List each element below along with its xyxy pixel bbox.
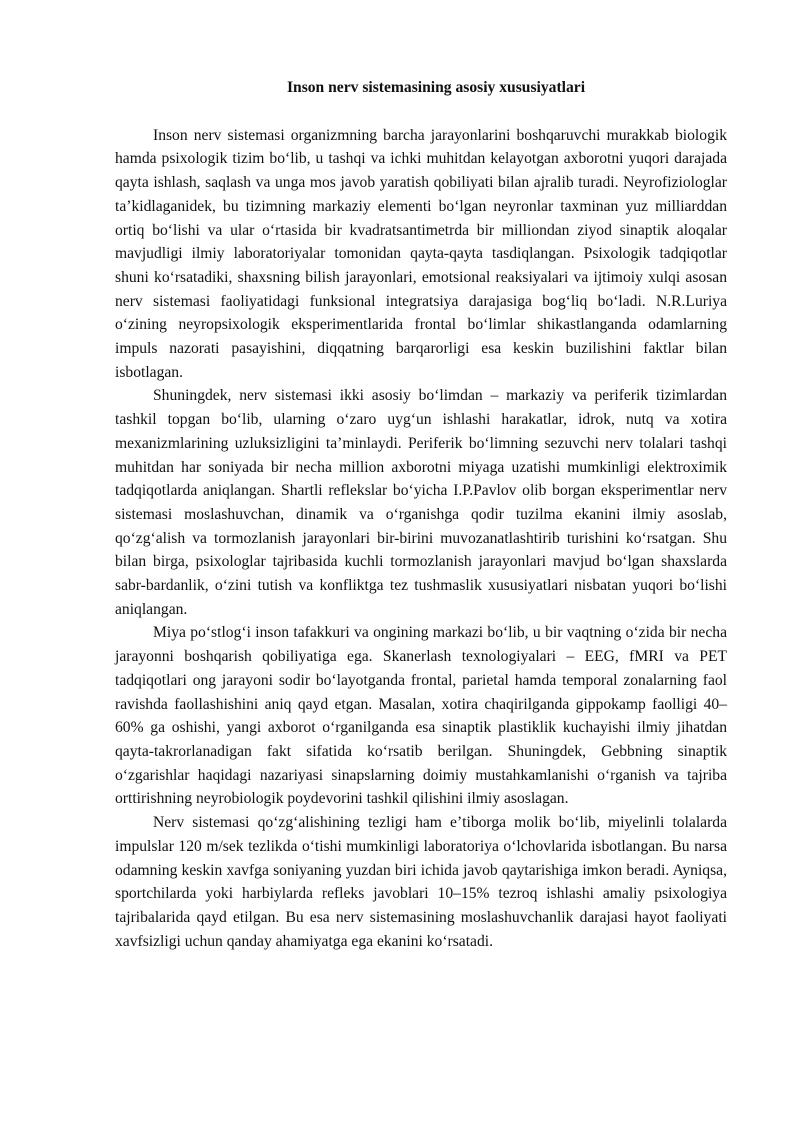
paragraph-4: Nerv sistemasi qoʻzgʻalishining tezligi ham eʼtiborga molik boʻlib, miyelinli tolalarda impulslar 120 m/sek tezlikda oʻtishi mumkinligi laboratoriya oʻlchovlarida isbotlangan. Bu narsa odamning keskin xavfga soniyaning yuzdan biri ichida javob qaytarishiga imkon beradi. Ayniqsa, sportchilarda yoki harbiylarda refleks javoblari 10–15% tezroq ishlashi amaliy psixologiya tajribalarida qayd etilgan. Bu esa nerv sistemasining moslashuvchanlik darajasi hayot faoliyati xavfsizligi uchun qanday ahamiyatga ega ekanini koʻrsatadi. — [115, 814, 727, 950]
document-title: Inson nerv sistemasining asosiy xususiyatlari — [286, 79, 586, 96]
document-page — [115, 76, 727, 953]
paragraph-2: Shuningdek, nerv sistemasi ikki asosiy boʻlimdan – markaziy va periferik tizimlardan tashkil topgan boʻlib, ularning oʻzaro uygʻun ishlashi harakatlar, idrok, nutq va xotira mexanizmlarining uzluksizligini taʼminlaydi. Periferik boʻlimning sezuvchi nerv tolalari tashqi muhitdan har soniyada bir necha million axborotni miyaga uzatishi mumkinligi elektroximik tadqiqotlarda aniqlangan. Shartli reflekslar boʻyicha I.P.Pavlov olib borgan eksperimentlar nerv sistemasi moslashuvchan, dinamik va oʻrganishga qodir tuzilma ekanini ilmiy asoslab, qoʻzgʻalish va tormozlanish jarayonlari bir-birini muvozanatlashtirib turishini koʻrsatgan. Shu bilan birga, psixologlar tajribasida kuchli tormozlanish jarayonlari mavjud boʻlgan shaxslarda sabr-bardanlik, oʻzini tutish va konfliktga tez tushmaslik xususiyatlari nisbatan yuqori boʻlishi aniqlangan. — [115, 387, 727, 618]
paragraph-1: Inson nerv sistemasi organizmning barcha jarayonlarini boshqaruvchi murakkab biologik hamda psixologik tizim boʻlib, u tashqi va ichki muhitdan kelayotgan axborotni yuqori darajada qayta ishlash, saqlash va unga mos javob yaratish qobiliyati bilan ajralib turadi. Neyrofiziologlar taʼkidlaganidek, bu tizimning markaziy elementi boʻlgan neyronlar taxminan yuz milliarddan ortiq boʻlishi va ular oʻrtasida bir kvadratsantimetrda bir milliondan ziyod sinaptik aloqalar mavjudligi ilmiy laboratoriyalar tomonidan qayta-qayta tasdiqlangan. Psixologik tadqiqotlar shuni koʻrsatadiki, shaxsning bilish jarayonlari, emotsional reaksiyalari va ijtimoiy xulqi asosan nerv sistemasi faoliyatidagi funksional integratsiya darajasiga bogʻliq boʻladi. N.R.Luriya oʻzining neyropsixologik eksperimentlarida frontal boʻlimlar shikastlanganda odamlarning impuls nazorati pasayishini, diqqatning barqarorligi esa keskin buzilishini faktlar bilan isbotlagan. — [115, 126, 727, 381]
paragraph-3: Miya poʻstlogʻi inson tafakkuri va ongining markazi boʻlib, u bir vaqtning oʻzida bir necha jarayonni boshqarish qobiliyatiga ega. Skanerlash texnologiyalari – EEG, fMRI va PET tadqiqotlari ong jarayoni sodir boʻlayotganda frontal, parietal hamda temporal zonalarning faol ravishda faollashishini aniq qayd etgan. Masalan, xotira chaqirilganda gippokamp faolligi 40–60% ga oshishi, yangi axborot oʻrganilganda esa sinaptik plastiklik kuchayishi ilmiy jihatdan qayta-takrorlanadigan fakt sifatida koʻrsatib berilgan. Shuningdek, Gebbning sinaptik oʻzgarishlar haqidagi nazariyasi sinapslarning doimiy mustahkamlanishi oʻrganish va tajriba orttirishning neyrobiologik poydevorini tashkil qilishini ilmiy asoslagan. — [115, 624, 727, 808]
